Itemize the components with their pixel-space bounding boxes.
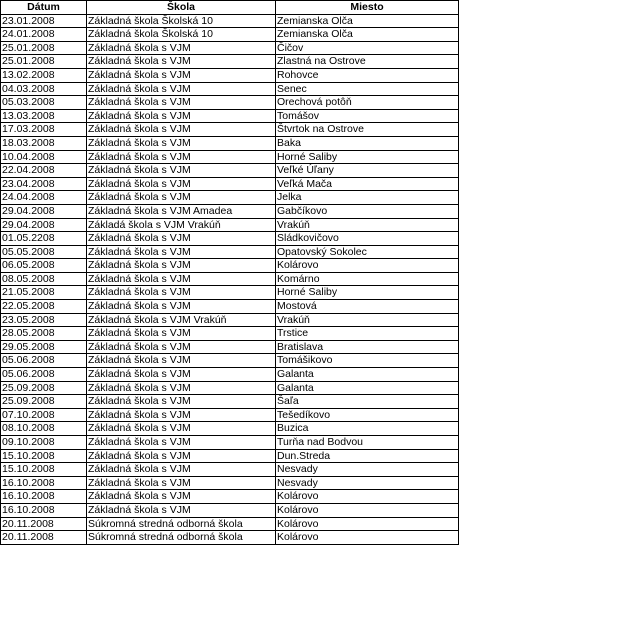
table-row	[1, 381, 459, 395]
table-row	[1, 286, 459, 300]
date-cell: 06.05.2008	[1, 259, 87, 273]
school-cell: Základná škola s VJM	[87, 476, 276, 490]
date-cell: 29.04.2008	[1, 204, 87, 218]
header-school: Škola	[87, 1, 276, 15]
table-row	[1, 245, 459, 259]
date-cell: 05.05.2008	[1, 245, 87, 259]
place-cell: Orechová potôň	[276, 96, 459, 110]
date-cell: 01.05.2208	[1, 232, 87, 246]
table-row	[1, 300, 459, 314]
date-cell: 07.10.2008	[1, 408, 87, 422]
school-cell: Základná škola s VJM Vrakúň	[87, 313, 276, 327]
place-cell: Turňa nad Bodvou	[276, 436, 459, 450]
date-cell: 20.11.2008	[1, 531, 87, 545]
table-row	[1, 177, 459, 191]
table-row	[1, 96, 459, 110]
place-cell: Sládkovičovo	[276, 232, 459, 246]
table-row	[1, 259, 459, 273]
date-cell: 05.06.2008	[1, 368, 87, 382]
table-row	[1, 368, 459, 382]
place-cell: Opatovský Sokolec	[276, 245, 459, 259]
date-cell: 05.06.2008	[1, 354, 87, 368]
date-cell: 25.09.2008	[1, 381, 87, 395]
table-row	[1, 503, 459, 517]
place-cell: Šaľa	[276, 395, 459, 409]
date-cell: 29.04.2008	[1, 218, 87, 232]
place-cell: Tešedíkovo	[276, 408, 459, 422]
school-cell: Základná škola s VJM	[87, 177, 276, 191]
place-cell: Buzica	[276, 422, 459, 436]
table-row	[1, 354, 459, 368]
table-row	[1, 136, 459, 150]
school-cell: Základná škola s VJM	[87, 96, 276, 110]
school-cell: Základná škola s VJM	[87, 55, 276, 69]
table-row	[1, 327, 459, 341]
date-cell: 24.04.2008	[1, 191, 87, 205]
date-cell: 09.10.2008	[1, 436, 87, 450]
place-cell: Bratislava	[276, 340, 459, 354]
school-cell: Základná škola s VJM Amadea	[87, 204, 276, 218]
date-cell: 16.10.2008	[1, 476, 87, 490]
table-row	[1, 218, 459, 232]
school-cell: Základná škola s VJM	[87, 490, 276, 504]
school-cell: Základná škola s VJM	[87, 381, 276, 395]
place-cell: Vrakúň	[276, 218, 459, 232]
school-cell: Základná škola s VJM	[87, 272, 276, 286]
date-cell: 22.05.2008	[1, 300, 87, 314]
date-cell: 28.05.2008	[1, 327, 87, 341]
school-cell: Základná škola s VJM	[87, 82, 276, 96]
place-cell: Tomášikovo	[276, 354, 459, 368]
place-cell: Nesvady	[276, 476, 459, 490]
table-row	[1, 408, 459, 422]
school-cell: Základná škola s VJM	[87, 68, 276, 82]
place-cell: Zemianska Olča	[276, 28, 459, 42]
table-row	[1, 490, 459, 504]
school-cell: Súkromná stredná odborná škola	[87, 517, 276, 531]
school-cell: Základná škola s VJM	[87, 286, 276, 300]
place-cell: Jelka	[276, 191, 459, 205]
date-cell: 13.03.2008	[1, 109, 87, 123]
school-cell: Základná škola s VJM	[87, 436, 276, 450]
school-cell: Základná škola s VJM	[87, 123, 276, 137]
table-body	[1, 14, 459, 544]
place-cell: Rohovce	[276, 68, 459, 82]
date-cell: 24.01.2008	[1, 28, 87, 42]
table-row	[1, 191, 459, 205]
date-cell: 23.01.2008	[1, 14, 87, 28]
date-cell: 16.10.2008	[1, 490, 87, 504]
place-cell: Galanta	[276, 381, 459, 395]
table-row	[1, 41, 459, 55]
date-cell: 13.02.2008	[1, 68, 87, 82]
school-cell: Základná škola s VJM	[87, 395, 276, 409]
place-cell: Čičov	[276, 41, 459, 55]
date-cell: 17.03.2008	[1, 123, 87, 137]
table-row	[1, 164, 459, 178]
place-cell: Kolárovo	[276, 517, 459, 531]
school-cell: Základná škola s VJM	[87, 327, 276, 341]
date-cell: 18.03.2008	[1, 136, 87, 150]
school-cell: Základá škola s VJM Vrakúň	[87, 218, 276, 232]
table-row	[1, 463, 459, 477]
table-row	[1, 449, 459, 463]
place-cell: Štvrtok na Ostrove	[276, 123, 459, 137]
table-row	[1, 476, 459, 490]
school-cell: Základná škola s VJM	[87, 109, 276, 123]
place-cell: Baka	[276, 136, 459, 150]
header-date: Dátum	[1, 1, 87, 15]
place-cell: Horné Saliby	[276, 286, 459, 300]
place-cell: Zemianska Olča	[276, 14, 459, 28]
table-row	[1, 109, 459, 123]
table-row	[1, 436, 459, 450]
place-cell: Trstice	[276, 327, 459, 341]
table-row	[1, 517, 459, 531]
school-cell: Základná škola s VJM	[87, 41, 276, 55]
header-row	[1, 1, 459, 15]
date-cell: 21.05.2008	[1, 286, 87, 300]
school-cell: Základná škola s VJM	[87, 232, 276, 246]
place-cell: Dun.Streda	[276, 449, 459, 463]
school-cell: Základná škola Školská 10	[87, 28, 276, 42]
place-cell: Kolárovo	[276, 503, 459, 517]
place-cell: Kolárovo	[276, 259, 459, 273]
place-cell: Mostová	[276, 300, 459, 314]
table-row	[1, 28, 459, 42]
place-cell: Veľké Úľany	[276, 164, 459, 178]
school-cell: Základná škola s VJM	[87, 354, 276, 368]
school-cell: Základná škola s VJM	[87, 150, 276, 164]
place-cell: Vrakúň	[276, 313, 459, 327]
date-cell: 04.03.2008	[1, 82, 87, 96]
table-row	[1, 422, 459, 436]
table-row	[1, 82, 459, 96]
date-cell: 20.11.2008	[1, 517, 87, 531]
table-row	[1, 531, 459, 545]
table-row	[1, 68, 459, 82]
date-cell: 05.03.2008	[1, 96, 87, 110]
date-cell: 16.10.2008	[1, 503, 87, 517]
date-cell: 22.04.2008	[1, 164, 87, 178]
place-cell: Gabčíkovo	[276, 204, 459, 218]
school-cell: Základná škola s VJM	[87, 259, 276, 273]
table-row	[1, 14, 459, 28]
school-cell: Súkromná stredná odborná škola	[87, 531, 276, 545]
place-cell: Kolárovo	[276, 490, 459, 504]
date-cell: 23.05.2008	[1, 313, 87, 327]
school-cell: Základná škola s VJM	[87, 463, 276, 477]
table-row	[1, 395, 459, 409]
place-cell: Horné Saliby	[276, 150, 459, 164]
date-cell: 25.01.2008	[1, 55, 87, 69]
table-row	[1, 204, 459, 218]
date-cell: 10.04.2008	[1, 150, 87, 164]
place-cell: Veľká Mača	[276, 177, 459, 191]
place-cell: Kolárovo	[276, 531, 459, 545]
table-row	[1, 272, 459, 286]
school-cell: Základná škola s VJM	[87, 408, 276, 422]
school-cell: Základná škola s VJM	[87, 422, 276, 436]
place-cell: Zlastná na Ostrove	[276, 55, 459, 69]
table-row	[1, 55, 459, 69]
header-place: Miesto	[276, 1, 459, 15]
table-row	[1, 340, 459, 354]
school-cell: Základná škola s VJM	[87, 503, 276, 517]
school-cell: Základná škola s VJM	[87, 136, 276, 150]
table-row	[1, 313, 459, 327]
date-cell: 15.10.2008	[1, 449, 87, 463]
place-cell: Komárno	[276, 272, 459, 286]
school-cell: Základná škola s VJM	[87, 368, 276, 382]
date-cell: 08.10.2008	[1, 422, 87, 436]
date-cell: 08.05.2008	[1, 272, 87, 286]
date-cell: 23.04.2008	[1, 177, 87, 191]
school-cell: Základná škola s VJM	[87, 191, 276, 205]
school-cell: Základná škola s VJM	[87, 340, 276, 354]
school-cell: Základná škola s VJM	[87, 164, 276, 178]
place-cell: Galanta	[276, 368, 459, 382]
table-row	[1, 123, 459, 137]
table-row	[1, 232, 459, 246]
school-cell: Základná škola Školská 10	[87, 14, 276, 28]
table-row	[1, 150, 459, 164]
school-cell: Základná škola s VJM	[87, 449, 276, 463]
place-cell: Tomášov	[276, 109, 459, 123]
school-cell: Základná škola s VJM	[87, 245, 276, 259]
date-cell: 29.05.2008	[1, 340, 87, 354]
date-cell: 15.10.2008	[1, 463, 87, 477]
school-cell: Základná škola s VJM	[87, 300, 276, 314]
date-cell: 25.01.2008	[1, 41, 87, 55]
place-cell: Nesvady	[276, 463, 459, 477]
place-cell: Senec	[276, 82, 459, 96]
date-cell: 25.09.2008	[1, 395, 87, 409]
